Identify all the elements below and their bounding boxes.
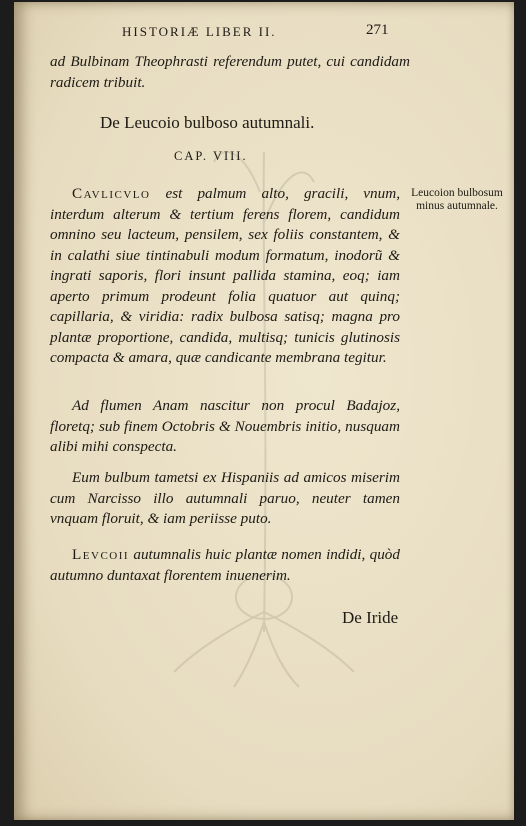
paragraph-habitat: Ad flumen Anam nascitur non procul Badajoz, floretq; sub finem Octobris & Nouembris initio, nusquam alibi mihi conspecta.: [50, 397, 400, 455]
paragraph-naming: [50, 545, 400, 586]
paragraph-cultivation: Eum bulbum tametsi ex Hispaniis ad amicos miserim cum Narcisso illo autumnali paruo, neuter tamen vnquam floruit, & iam periisse puto.: [50, 469, 400, 527]
book-page: [14, 2, 514, 820]
margin-note: Leucoion bulbosum minus autumnale.: [411, 187, 503, 212]
section-heading: De Leucoio bulboso autumnali.: [100, 113, 315, 132]
chapter-label: CAP. VIII.: [174, 149, 248, 163]
catchword: De Iride: [342, 608, 399, 627]
running-head: HISTORIÆ LIBER II.: [122, 24, 277, 39]
paragraph-body: autumnalis huic plantæ nomen indidi, quòd autumno duntaxat florentem inuenerim.: [50, 546, 400, 584]
paragraph-initial-word: Cavlicvlo: [72, 185, 151, 202]
paragraph-description: [50, 184, 400, 369]
continuation-text: ad Bulbinam Theophrasti referendum putet, cui candidam radicem tribuit.: [50, 53, 410, 91]
paragraph-initial-word: Levcoii: [72, 546, 130, 563]
page-number: 271: [366, 22, 389, 38]
paragraph-body: est palmum alto, gracili, vnum, interdum alterum & tertium ferens florem, candidum omnino seu lacteum, pensilem, sex foliis constantem, & in calathi siue tintinabuli modum formatum, inodorũ & ingrati saporis, flori insunt pallida stamina, eoq; iam aperto primum prodeunt folia quatuor aut quinq; capillaria, & viridia: radix bulbosa satisq; magna pro plantæ proportione, candida, multisq; tunicis glutinosis compacta & amara, quæ candicante membrana tegitur.: [50, 185, 400, 366]
